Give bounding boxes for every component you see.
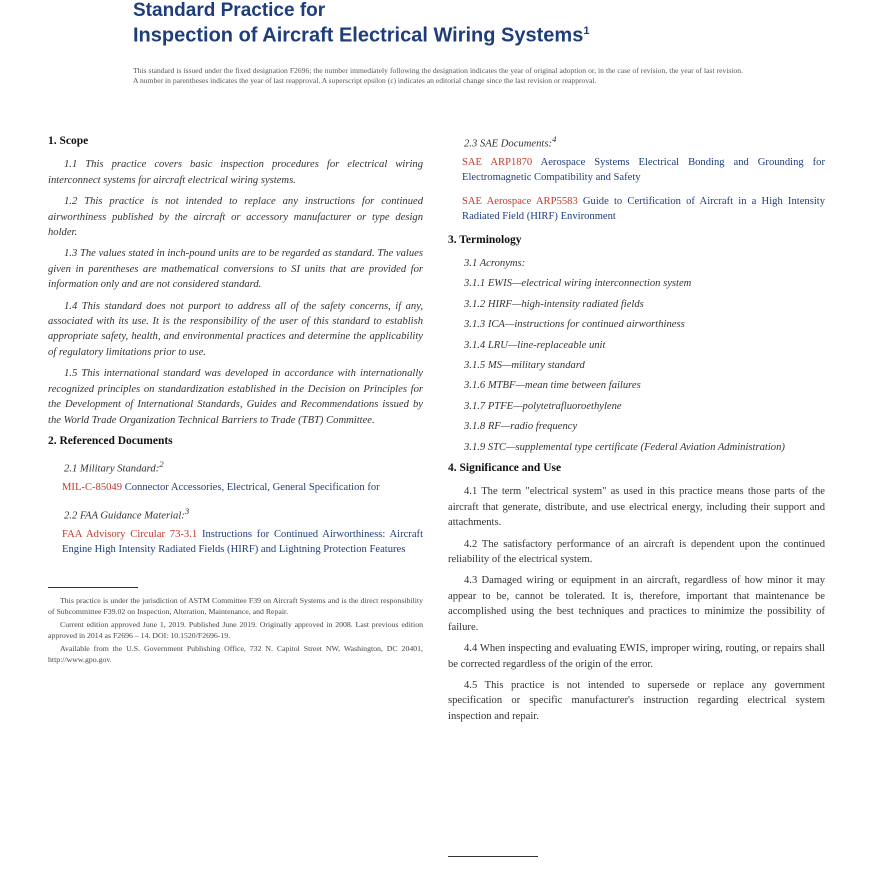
term-item: 3.1.2 HIRF—high-intensity radiated fields	[464, 298, 644, 310]
significance-heading: 4. Significance and Use	[448, 462, 562, 475]
scope-paragraph: 1.1 This practice covers basic inspection procedures for electrical wiring interconnect systems for aircraft electrical wiring systems.	[48, 159, 423, 186]
designation-notice: This standard is issued under the fixed designation F2696; the number immediately following the designation indicates the year of original adoption or, in the case of revision, the year of last revision. A number in parentheses indicates the year of last reapproval. A superscript epsilon (ε) indicates an editorial change since the last revision or reapproval.	[133, 66, 743, 85]
scope-paragraph: 1.4 This standard does not purport to address all of the safety concerns, if any, associated with its use. It is the responsibility of the user of this standard to establish appropriate safety, health, and environmental practices and determine the applicability of regulatory limitations prior to use.	[48, 300, 423, 358]
footnote: Current edition approved June 1, 2019. Published June 2019. Originally approved in 2008. Last previous edition approved in 2014 as F2696 – 14. DOI: 10.1520/F2696-19.	[48, 620, 423, 640]
footnote-divider	[48, 587, 138, 588]
reference-code[interactable]: MIL-C-85049	[62, 482, 123, 494]
term-item: 3.1.8 RF—radio frequency	[464, 421, 578, 433]
significance-paragraph: 4.2 The satisfactory performance of an aircraft is dependent upon the continued reliability of the electrical system.	[448, 538, 825, 566]
reference-code[interactable]: FAA Advisory Circular 73-3.1	[62, 528, 198, 540]
scope-paragraph: 1.3 The values stated in inch-pound units are to be regarded as standard. The values given in parentheses are mathematical conversions to SI units that are provided for information only and are not considered standard.	[48, 248, 423, 291]
reference-faa-ac-73-3[interactable]	[62, 527, 423, 558]
document-title	[133, 0, 589, 47]
reference-code[interactable]: SAE ARP1870	[462, 156, 533, 168]
term-item: 3.1.3 ICA—instructions for continued airworthiness	[464, 319, 685, 331]
term-item: 3.1.6 MTBF—mean time between failures	[464, 380, 641, 392]
faa-guidance-heading: 2.2 FAA Guidance Material:$^3$	[64, 505, 190, 522]
right-footnote-divider	[448, 856, 538, 857]
significance-paragraph: 4.3 Damaged wiring or equipment in an aircraft, regardless of how minor it may appear to be, cannot be tolerated. It is, therefore, important that maintenance be accomplished using the best techniques and practices to minimize the possibility of failure.	[448, 575, 825, 633]
reference-title[interactable]: Connector Accessories, Electrical, General Specification for	[124, 482, 380, 494]
footnote: Available from the U.S. Government Publishing Office, 732 N. Capitol Street NW, Washington, DC 20401, http://www.gpo.gov.	[48, 644, 423, 664]
scope-paragraph: 1.2 This practice is not intended to replace any instructions for continued airworthiness published by the aircraft or accessory manufacturer or type design holder.	[48, 196, 423, 239]
significance-paragraph: 4.5 This practice is not intended to supersede or replace any government specification or specific manufacturer's instruction regarding electrical system inspection and repair.	[448, 679, 825, 722]
reference-title[interactable]: Instructions for Continued Airworthiness: Aircraft Engine High Intensity Radiated Fields (HIRF) and Lightning Protection Features	[62, 528, 424, 555]
reference-sae-arp5583[interactable]	[462, 194, 825, 225]
term-item: 3.1.5 MS—military standard	[464, 360, 585, 371]
significance-paragraph: 4.4 When inspecting and evaluating EWIS, improper wiring, routing, or repairs shall be corrected regardless of the origin of the error.	[448, 643, 825, 670]
right-column	[448, 132, 825, 730]
reference-title[interactable]: Guide to Certification of Aircraft in a High Intensity Radiated Field (HIRF) Environment	[462, 195, 826, 223]
term-item: 3.1.9 STC—supplemental type certificate (Federal Aviation Administration)	[464, 441, 785, 453]
reference-mil-c-85049[interactable]	[62, 480, 423, 495]
terminology-heading: 3. Terminology	[448, 233, 522, 246]
title-line-2: Inspection of Aircraft Electrical Wiring Systems$^1$	[133, 24, 590, 47]
reference-sae-arp1870[interactable]	[462, 155, 825, 186]
scope-heading: 1. Scope	[48, 135, 89, 147]
term-item: 3.1.1 EWIS—electrical wiring interconnection system	[464, 278, 692, 290]
reference-code[interactable]: SAE Aerospace ARP5583	[462, 195, 578, 207]
significance-paragraph: 4.1 The term "electrical system" as used in this practice means those parts of the aircraft that generate, distribute, and use electrical energy, including their support and attachments.	[448, 486, 825, 529]
scope-paragraph: 1.5 This international standard was developed in accordance with internationally recognized principles on standardization established in the Decision on Principles for the Development of International Standards, Guides and Recommendations issued by the World Trade Organization Technical Barriers to Trade (TBT) Committee.	[48, 368, 423, 426]
acronyms-heading: 3.1 Acronyms:	[464, 257, 526, 269]
term-item: 3.1.7 PTFE—polytetrafluoroethylene	[464, 400, 622, 412]
left-column	[48, 128, 423, 668]
footnote: This practice is under the jurisdiction of ASTM Committee F39 on Aircraft Systems and is the direct responsibility of Subcommittee F39.02 on Inspection, Alteration, Maintenance, and Repair.	[48, 596, 423, 616]
military-standard-heading: 2.1 Military Standard:$^2$	[64, 459, 164, 475]
sae-documents-heading: 2.3 SAE Documents:$^4$	[464, 134, 557, 150]
term-item: 3.1.4 LRU—line-replaceable unit	[464, 339, 606, 351]
reference-title[interactable]: Aerospace Systems Electrical Bonding and Grounding for Electromagnetic Compatibility and Safety	[462, 156, 825, 184]
title-line-1: Standard Practice for	[133, 0, 326, 21]
referenced-documents-heading: 2. Referenced Documents	[48, 434, 173, 447]
